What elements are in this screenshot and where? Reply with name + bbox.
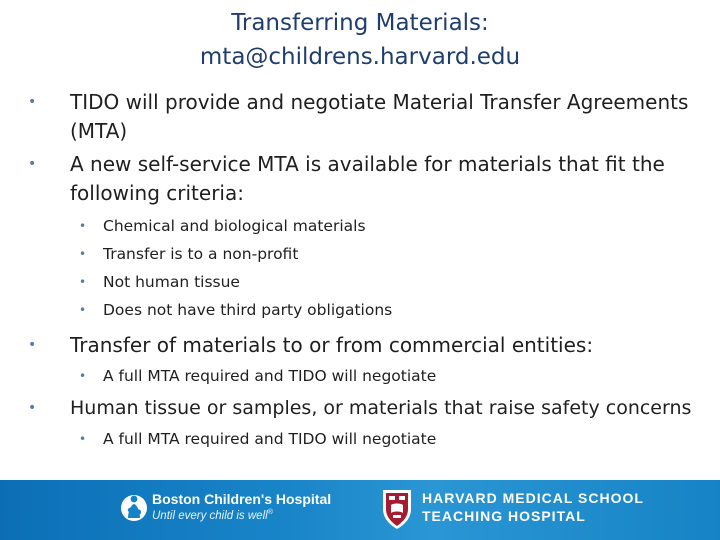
- school-subtitle: TEACHING HOSPITAL: [422, 508, 586, 524]
- bullet-marker: •: [28, 156, 37, 172]
- sub-bullet-marker: •: [79, 369, 87, 383]
- bullet-text-line: following criteria:: [70, 181, 244, 205]
- sub-bullet-marker: •: [79, 247, 87, 261]
- bullet-item: [28, 88, 710, 146]
- sub-bullet-text: A full MTA required and TIDO will negotiate: [103, 430, 437, 448]
- sub-bullet-item: [79, 425, 703, 453]
- sub-bullet-text: Does not have third party obligations: [103, 301, 393, 319]
- bullet-text-line: TIDO will provide and negotiate Material Transfer Agreements: [70, 90, 689, 114]
- bullet-marker: •: [28, 94, 37, 110]
- sub-bullet-item: [79, 212, 703, 240]
- bullet-marker: •: [28, 337, 37, 353]
- sub-bullet-marker: •: [79, 303, 87, 317]
- sub-bullet-marker: •: [79, 275, 87, 289]
- school-name: HARVARD MEDICAL SCHOOL: [422, 490, 644, 506]
- bullet-item: [28, 150, 710, 208]
- bullet-marker: •: [28, 400, 37, 416]
- bullet-text-line: (MTA): [70, 119, 128, 143]
- bullet-text-line: A new self-service MTA is available for materials that fit the: [70, 152, 665, 176]
- sub-bullet-marker: •: [79, 219, 87, 233]
- harvard-shield-logo: [380, 487, 414, 531]
- bullet-item: [28, 331, 710, 360]
- boston-childrens-hospital-logo: [120, 488, 148, 528]
- sub-bullet-text: Chemical and biological materials: [103, 217, 366, 235]
- hospital-name: Boston Children's Hospital: [152, 491, 332, 507]
- footer-band: [0, 480, 720, 540]
- sub-bullet-text: Transfer is to a non-profit: [103, 245, 299, 263]
- bullet-text-line: Human tissue or samples, or materials that raise safety concerns: [70, 397, 692, 419]
- sub-bullet-item: [79, 240, 703, 268]
- bullet-item: [28, 394, 710, 423]
- title-line-1: Transferring Materials:: [231, 10, 489, 36]
- sub-bullet-text: Not human tissue: [103, 273, 240, 291]
- hospital-tagline: Until every child is well®: [152, 509, 273, 522]
- sub-bullet-item: [79, 268, 703, 296]
- title-line-2: mta@childrens.harvard.edu: [199, 44, 521, 70]
- sub-bullet-item: [79, 296, 703, 324]
- sub-bullet-marker: •: [79, 432, 87, 446]
- bullet-text-line: Transfer of materials to or from commercial entities:: [70, 333, 594, 357]
- sub-bullet-item: [79, 362, 703, 390]
- sub-bullet-text: A full MTA required and TIDO will negotiate: [103, 367, 437, 385]
